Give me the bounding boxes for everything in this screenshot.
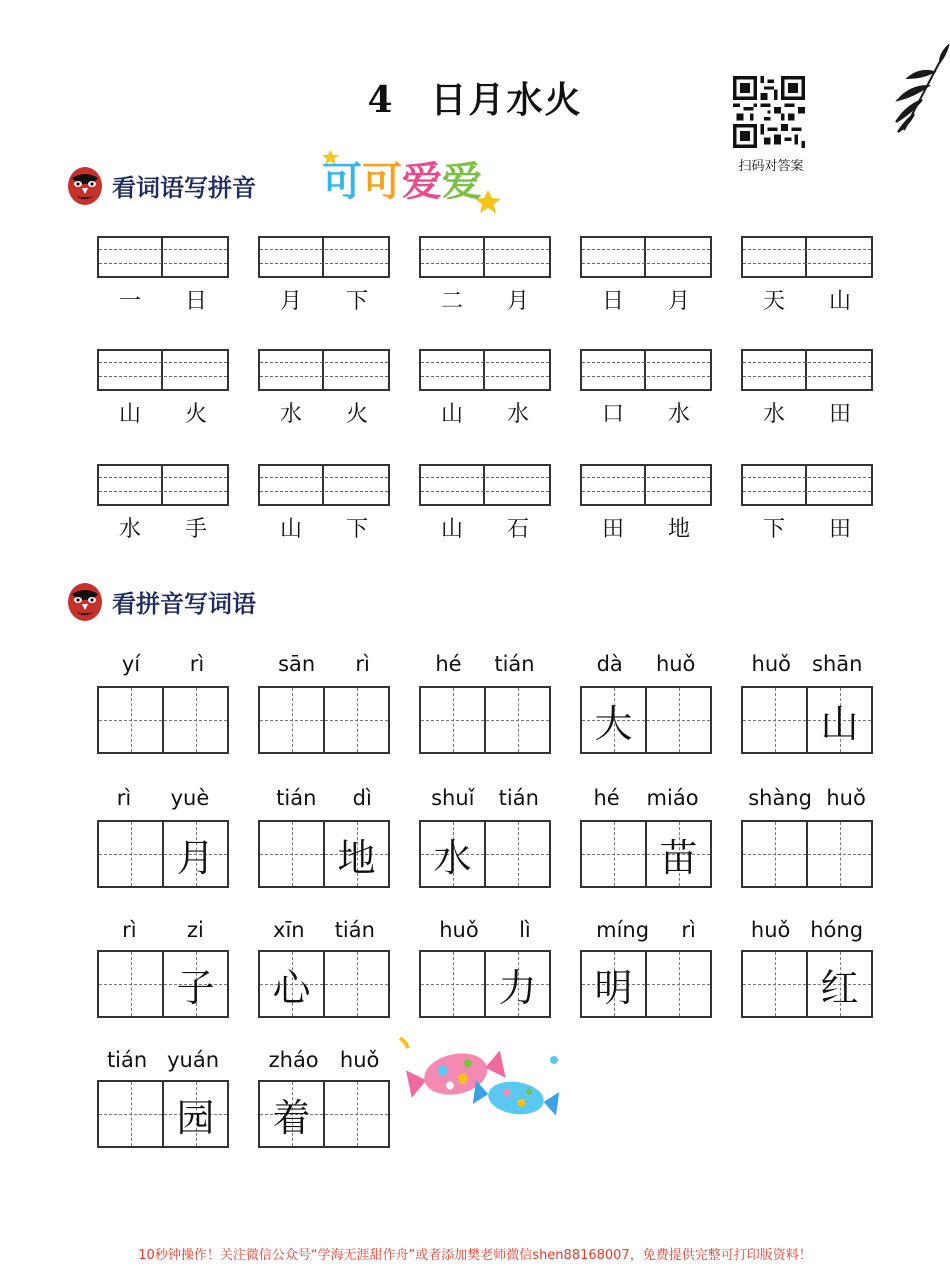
pinyin-cell[interactable] bbox=[646, 351, 710, 389]
character-cell[interactable] bbox=[325, 822, 388, 886]
character-cell[interactable] bbox=[260, 688, 325, 752]
section-heading-write-pinyin bbox=[66, 164, 256, 206]
pinyin-syllable: miáo bbox=[646, 786, 699, 810]
pinyin-label bbox=[580, 786, 712, 810]
guide-line bbox=[99, 984, 162, 985]
guide-line bbox=[260, 249, 388, 250]
cute-sticker bbox=[310, 140, 510, 224]
character-cell[interactable] bbox=[164, 1082, 227, 1146]
guide-line bbox=[421, 720, 484, 721]
pinyin-label bbox=[258, 786, 390, 810]
pinyin-cell[interactable] bbox=[163, 238, 227, 276]
given-character: 大 bbox=[594, 701, 633, 746]
guide-line bbox=[99, 249, 227, 250]
pinyin-cell[interactable] bbox=[324, 466, 388, 504]
word-char: 水 bbox=[762, 402, 785, 427]
character-grid[interactable] bbox=[741, 820, 873, 888]
character-cell[interactable] bbox=[325, 1082, 388, 1146]
character-grid[interactable] bbox=[741, 950, 873, 1018]
pinyin-syllable: zi bbox=[186, 918, 204, 942]
guide-line bbox=[743, 249, 871, 250]
pinyin-label bbox=[741, 918, 873, 942]
word-char: 月 bbox=[506, 289, 529, 314]
word-char: 下 bbox=[345, 517, 368, 542]
pinyin-input-box[interactable] bbox=[97, 236, 229, 278]
given-character: 园 bbox=[176, 1095, 215, 1140]
lesson-number: 4 bbox=[367, 79, 395, 121]
word-label bbox=[580, 512, 712, 543]
pinyin-syllable: rì bbox=[355, 652, 370, 676]
pinyin-syllable: huǒ bbox=[339, 1048, 380, 1072]
guide-line bbox=[582, 249, 710, 250]
given-character: 力 bbox=[498, 965, 537, 1010]
pinyin-syllable: yuán bbox=[167, 1048, 220, 1072]
pinyin-label bbox=[258, 1048, 390, 1072]
word-label bbox=[419, 284, 551, 315]
word-label bbox=[741, 512, 873, 543]
character-cell[interactable] bbox=[99, 1082, 164, 1146]
guide-line bbox=[325, 1114, 388, 1115]
character-cell[interactable] bbox=[647, 822, 710, 886]
character-cell[interactable] bbox=[325, 688, 388, 752]
guide-line bbox=[743, 376, 871, 377]
guide-line bbox=[99, 263, 227, 264]
character-grid[interactable] bbox=[419, 686, 551, 754]
guide-line bbox=[99, 491, 227, 492]
word-char: 一 bbox=[118, 289, 141, 314]
pinyin-cell[interactable] bbox=[582, 238, 646, 276]
character-grid[interactable] bbox=[97, 686, 229, 754]
qr-label: 扫码对答案 bbox=[738, 159, 804, 174]
character-grid[interactable] bbox=[258, 820, 390, 888]
character-cell[interactable] bbox=[582, 952, 647, 1016]
pinyin-cell[interactable] bbox=[260, 466, 324, 504]
word-char: 月 bbox=[279, 289, 302, 314]
pinyin-input-box[interactable] bbox=[419, 464, 551, 506]
guide-line bbox=[421, 477, 549, 478]
pinyin-syllable: dà bbox=[596, 652, 623, 676]
given-character: 心 bbox=[272, 965, 311, 1010]
guide-line bbox=[743, 477, 871, 478]
word-label bbox=[97, 397, 229, 428]
word-char: 火 bbox=[184, 402, 207, 427]
guide-line bbox=[260, 491, 388, 492]
pinyin-input-box[interactable] bbox=[580, 236, 712, 278]
guide-line bbox=[164, 720, 227, 721]
guide-line bbox=[99, 362, 227, 363]
word-char: 田 bbox=[828, 517, 851, 542]
pinyin-cell[interactable] bbox=[99, 351, 163, 389]
given-character: 明 bbox=[594, 965, 633, 1010]
word-char: 二 bbox=[440, 289, 463, 314]
pinyin-input-box[interactable] bbox=[258, 464, 390, 506]
given-character: 山 bbox=[820, 701, 859, 746]
character-cell[interactable] bbox=[486, 688, 549, 752]
word-char: 山 bbox=[118, 402, 141, 427]
word-char: 山 bbox=[440, 517, 463, 542]
pinyin-label bbox=[419, 918, 551, 942]
pinyin-cell[interactable] bbox=[324, 351, 388, 389]
pinyin-input-box[interactable] bbox=[419, 349, 551, 391]
character-cell[interactable] bbox=[743, 688, 808, 752]
pinyin-cell[interactable] bbox=[743, 466, 807, 504]
guide-line bbox=[647, 720, 710, 721]
pinyin-label bbox=[580, 918, 712, 942]
word-char: 火 bbox=[345, 402, 368, 427]
guide-line bbox=[743, 984, 806, 985]
pinyin-cell[interactable] bbox=[99, 466, 163, 504]
guide-line bbox=[421, 249, 549, 250]
word-char: 下 bbox=[345, 289, 368, 314]
pinyin-cell[interactable] bbox=[260, 238, 324, 276]
given-character: 红 bbox=[820, 965, 859, 1010]
character-grid[interactable] bbox=[258, 950, 390, 1018]
guide-line bbox=[582, 854, 645, 855]
word-label bbox=[258, 512, 390, 543]
pinyin-syllable: sān bbox=[278, 652, 316, 676]
character-cell[interactable] bbox=[99, 688, 164, 752]
pinyin-syllable: tián bbox=[106, 1048, 148, 1072]
pinyin-syllable: tián bbox=[494, 652, 535, 676]
character-cell[interactable] bbox=[164, 952, 227, 1016]
pinyin-input-box[interactable] bbox=[97, 464, 229, 506]
section-heading-write-words bbox=[66, 580, 256, 622]
qr-code-icon[interactable] bbox=[733, 76, 805, 148]
pinyin-cell[interactable] bbox=[163, 351, 227, 389]
guide-line bbox=[260, 263, 388, 264]
character-cell[interactable] bbox=[421, 822, 486, 886]
pinyin-label bbox=[580, 652, 712, 676]
guide-line bbox=[325, 720, 388, 721]
word-char: 水 bbox=[279, 402, 302, 427]
word-char: 口 bbox=[601, 402, 624, 427]
character-grid[interactable] bbox=[419, 950, 551, 1018]
guide-line bbox=[421, 263, 549, 264]
character-grid[interactable] bbox=[97, 950, 229, 1018]
guide-line bbox=[99, 854, 162, 855]
pinyin-cell[interactable] bbox=[743, 238, 807, 276]
pinyin-syllable: huǒ bbox=[655, 652, 696, 676]
guide-line bbox=[325, 984, 388, 985]
character-cell[interactable] bbox=[808, 822, 871, 886]
pinyin-syllable: huǒ bbox=[750, 918, 791, 942]
pinyin-syllable: hóng bbox=[810, 918, 864, 942]
guide-line bbox=[743, 854, 806, 855]
pinyin-label bbox=[97, 1048, 229, 1072]
word-char: 水 bbox=[667, 402, 690, 427]
word-char: 下 bbox=[762, 517, 785, 542]
pinyin-cell[interactable] bbox=[163, 466, 227, 504]
given-character: 苗 bbox=[659, 835, 698, 880]
pinyin-syllable: tián bbox=[498, 786, 539, 810]
character-cell[interactable] bbox=[743, 952, 808, 1016]
guide-line bbox=[743, 263, 871, 264]
pinyin-cell[interactable] bbox=[260, 351, 324, 389]
pinyin-syllable: rì bbox=[189, 652, 205, 676]
lesson-title bbox=[0, 72, 950, 123]
pinyin-syllable: rì bbox=[681, 918, 696, 942]
guide-line bbox=[260, 362, 388, 363]
word-char: 石 bbox=[506, 517, 529, 542]
pinyin-syllable: huǒ bbox=[826, 786, 866, 810]
guide-line bbox=[486, 854, 549, 855]
character-cell[interactable] bbox=[99, 952, 164, 1016]
footer-promo-text: 10秒钟操作！关注微信公众号“学海无涯甜作舟”或者添加樊老师微信shen88168007，免费提供完整可打印版资料！ bbox=[138, 1248, 812, 1263]
pinyin-cell[interactable] bbox=[807, 466, 871, 504]
pinyin-syllable: dì bbox=[352, 786, 372, 810]
pinyin-cell[interactable] bbox=[646, 238, 710, 276]
word-char: 田 bbox=[828, 402, 851, 427]
word-label bbox=[580, 284, 712, 315]
pinyin-syllable: tián bbox=[276, 786, 317, 810]
pinyin-label bbox=[741, 786, 873, 810]
word-label bbox=[258, 397, 390, 428]
pinyin-label bbox=[258, 918, 390, 942]
character-grid[interactable] bbox=[258, 1080, 390, 1148]
word-char: 地 bbox=[667, 517, 690, 542]
pinyin-cell[interactable] bbox=[421, 466, 485, 504]
guide-line bbox=[99, 720, 162, 721]
word-char: 天 bbox=[762, 289, 785, 314]
character-cell[interactable] bbox=[164, 822, 227, 886]
guide-line bbox=[743, 362, 871, 363]
word-char: 日 bbox=[601, 289, 624, 314]
sticker-text: 可可爱爱 bbox=[322, 159, 482, 205]
pinyin-cell[interactable] bbox=[421, 238, 485, 276]
guide-line bbox=[582, 263, 710, 264]
guide-line bbox=[582, 477, 710, 478]
character-cell[interactable] bbox=[486, 822, 549, 886]
lesson-name: 日月水火 bbox=[430, 79, 583, 121]
character-cell[interactable] bbox=[647, 688, 710, 752]
pinyin-syllable: rì bbox=[122, 918, 137, 942]
pinyin-cell[interactable] bbox=[807, 351, 871, 389]
guide-line bbox=[743, 491, 871, 492]
character-cell[interactable] bbox=[808, 952, 871, 1016]
pinyin-label bbox=[97, 786, 229, 810]
pinyin-syllable: yuè bbox=[170, 786, 210, 810]
pinyin-cell[interactable] bbox=[324, 238, 388, 276]
guide-line bbox=[260, 720, 323, 721]
guide-line bbox=[486, 720, 549, 721]
word-label bbox=[97, 512, 229, 543]
pinyin-cell[interactable] bbox=[485, 466, 549, 504]
word-char: 日 bbox=[184, 289, 207, 314]
character-cell[interactable] bbox=[743, 822, 808, 886]
given-character: 子 bbox=[176, 965, 215, 1010]
guide-line bbox=[421, 376, 549, 377]
word-char: 水 bbox=[118, 517, 141, 542]
pinyin-label bbox=[97, 652, 229, 676]
pinyin-syllable: míng bbox=[596, 918, 650, 942]
pinyin-input-box[interactable] bbox=[741, 464, 873, 506]
guide-line bbox=[421, 984, 484, 985]
pinyin-cell[interactable] bbox=[582, 466, 646, 504]
character-grid[interactable] bbox=[97, 1080, 229, 1148]
candy-icon bbox=[396, 1030, 566, 1125]
pinyin-syllable: shuǐ bbox=[431, 786, 475, 810]
pinyin-label bbox=[97, 918, 229, 942]
guide-line bbox=[260, 854, 323, 855]
guide-line bbox=[743, 720, 806, 721]
given-character: 月 bbox=[176, 835, 215, 880]
pinyin-cell[interactable] bbox=[646, 466, 710, 504]
pinyin-cell[interactable] bbox=[485, 351, 549, 389]
word-char: 山 bbox=[279, 517, 302, 542]
word-label bbox=[419, 512, 551, 543]
guide-line bbox=[582, 362, 710, 363]
pinyin-cell[interactable] bbox=[99, 238, 163, 276]
pinyin-syllable: tián bbox=[334, 918, 375, 942]
pinyin-input-box[interactable] bbox=[258, 236, 390, 278]
character-grid[interactable] bbox=[580, 686, 712, 754]
pinyin-cell[interactable] bbox=[485, 238, 549, 276]
guide-line bbox=[260, 477, 388, 478]
section-title-write-pinyin: 看词语写拼音 bbox=[112, 173, 256, 202]
word-label bbox=[258, 284, 390, 315]
character-cell[interactable] bbox=[164, 688, 227, 752]
word-char: 山 bbox=[828, 289, 851, 314]
character-cell[interactable] bbox=[260, 952, 325, 1016]
guide-line bbox=[99, 477, 227, 478]
given-character: 着 bbox=[272, 1095, 311, 1140]
guide-line bbox=[582, 491, 710, 492]
character-grid[interactable] bbox=[97, 820, 229, 888]
word-char: 山 bbox=[440, 402, 463, 427]
pinyin-syllable: zháo bbox=[268, 1048, 319, 1072]
pinyin-cell[interactable] bbox=[807, 238, 871, 276]
pinyin-cell[interactable] bbox=[743, 351, 807, 389]
pinyin-syllable: xīn bbox=[273, 918, 305, 942]
pinyin-input-box[interactable] bbox=[741, 236, 873, 278]
pinyin-syllable: hé bbox=[435, 652, 462, 676]
word-char: 月 bbox=[667, 289, 690, 314]
character-grid[interactable] bbox=[580, 950, 712, 1018]
character-cell[interactable] bbox=[647, 952, 710, 1016]
pinyin-syllable: shàng bbox=[748, 786, 812, 810]
character-cell[interactable] bbox=[486, 952, 549, 1016]
given-character: 水 bbox=[433, 835, 472, 880]
character-cell[interactable] bbox=[582, 822, 647, 886]
pinyin-syllable: huǒ bbox=[751, 652, 791, 676]
guide-line bbox=[99, 376, 227, 377]
character-cell[interactable] bbox=[421, 688, 486, 752]
character-grid[interactable] bbox=[741, 686, 873, 754]
guide-line bbox=[260, 376, 388, 377]
pinyin-label bbox=[419, 786, 551, 810]
pinyin-input-box[interactable] bbox=[741, 349, 873, 391]
pinyin-label bbox=[419, 652, 551, 676]
pinyin-input-box[interactable] bbox=[419, 236, 551, 278]
word-label bbox=[419, 397, 551, 428]
section-title-write-words: 看拼音写词语 bbox=[112, 589, 256, 618]
opera-mask-icon bbox=[66, 580, 104, 622]
pinyin-syllable: hé bbox=[593, 786, 620, 810]
character-cell[interactable] bbox=[325, 952, 388, 1016]
pinyin-syllable: yí bbox=[121, 652, 141, 676]
word-char: 手 bbox=[184, 517, 207, 542]
word-label bbox=[741, 397, 873, 428]
guide-line bbox=[421, 491, 549, 492]
word-label bbox=[580, 397, 712, 428]
character-cell[interactable] bbox=[99, 822, 164, 886]
pinyin-input-box[interactable] bbox=[258, 349, 390, 391]
character-grid[interactable] bbox=[258, 686, 390, 754]
pinyin-syllable: rì bbox=[116, 786, 132, 810]
character-cell[interactable] bbox=[421, 952, 486, 1016]
pinyin-syllable: shān bbox=[812, 652, 863, 676]
pinyin-input-box[interactable] bbox=[580, 349, 712, 391]
pinyin-syllable: lì bbox=[519, 918, 531, 942]
character-cell[interactable] bbox=[260, 1082, 325, 1146]
pinyin-label bbox=[741, 652, 873, 676]
pinyin-input-box[interactable] bbox=[97, 349, 229, 391]
pinyin-cell[interactable] bbox=[582, 351, 646, 389]
word-char: 田 bbox=[601, 517, 624, 542]
guide-line bbox=[582, 376, 710, 377]
pinyin-cell[interactable] bbox=[421, 351, 485, 389]
given-character: 地 bbox=[337, 835, 376, 880]
guide-line bbox=[808, 854, 871, 855]
word-label bbox=[741, 284, 873, 315]
word-char: 水 bbox=[506, 402, 529, 427]
character-grid[interactable] bbox=[419, 820, 551, 888]
guide-line bbox=[647, 984, 710, 985]
guide-line bbox=[421, 362, 549, 363]
pinyin-input-box[interactable] bbox=[580, 464, 712, 506]
character-cell[interactable] bbox=[582, 688, 647, 752]
pinyin-syllable: huǒ bbox=[439, 918, 479, 942]
character-grid[interactable] bbox=[580, 820, 712, 888]
opera-mask-icon bbox=[66, 164, 104, 206]
word-label bbox=[97, 284, 229, 315]
character-cell[interactable] bbox=[808, 688, 871, 752]
pinyin-label bbox=[258, 652, 390, 676]
character-cell[interactable] bbox=[260, 822, 325, 886]
guide-line bbox=[99, 1114, 162, 1115]
